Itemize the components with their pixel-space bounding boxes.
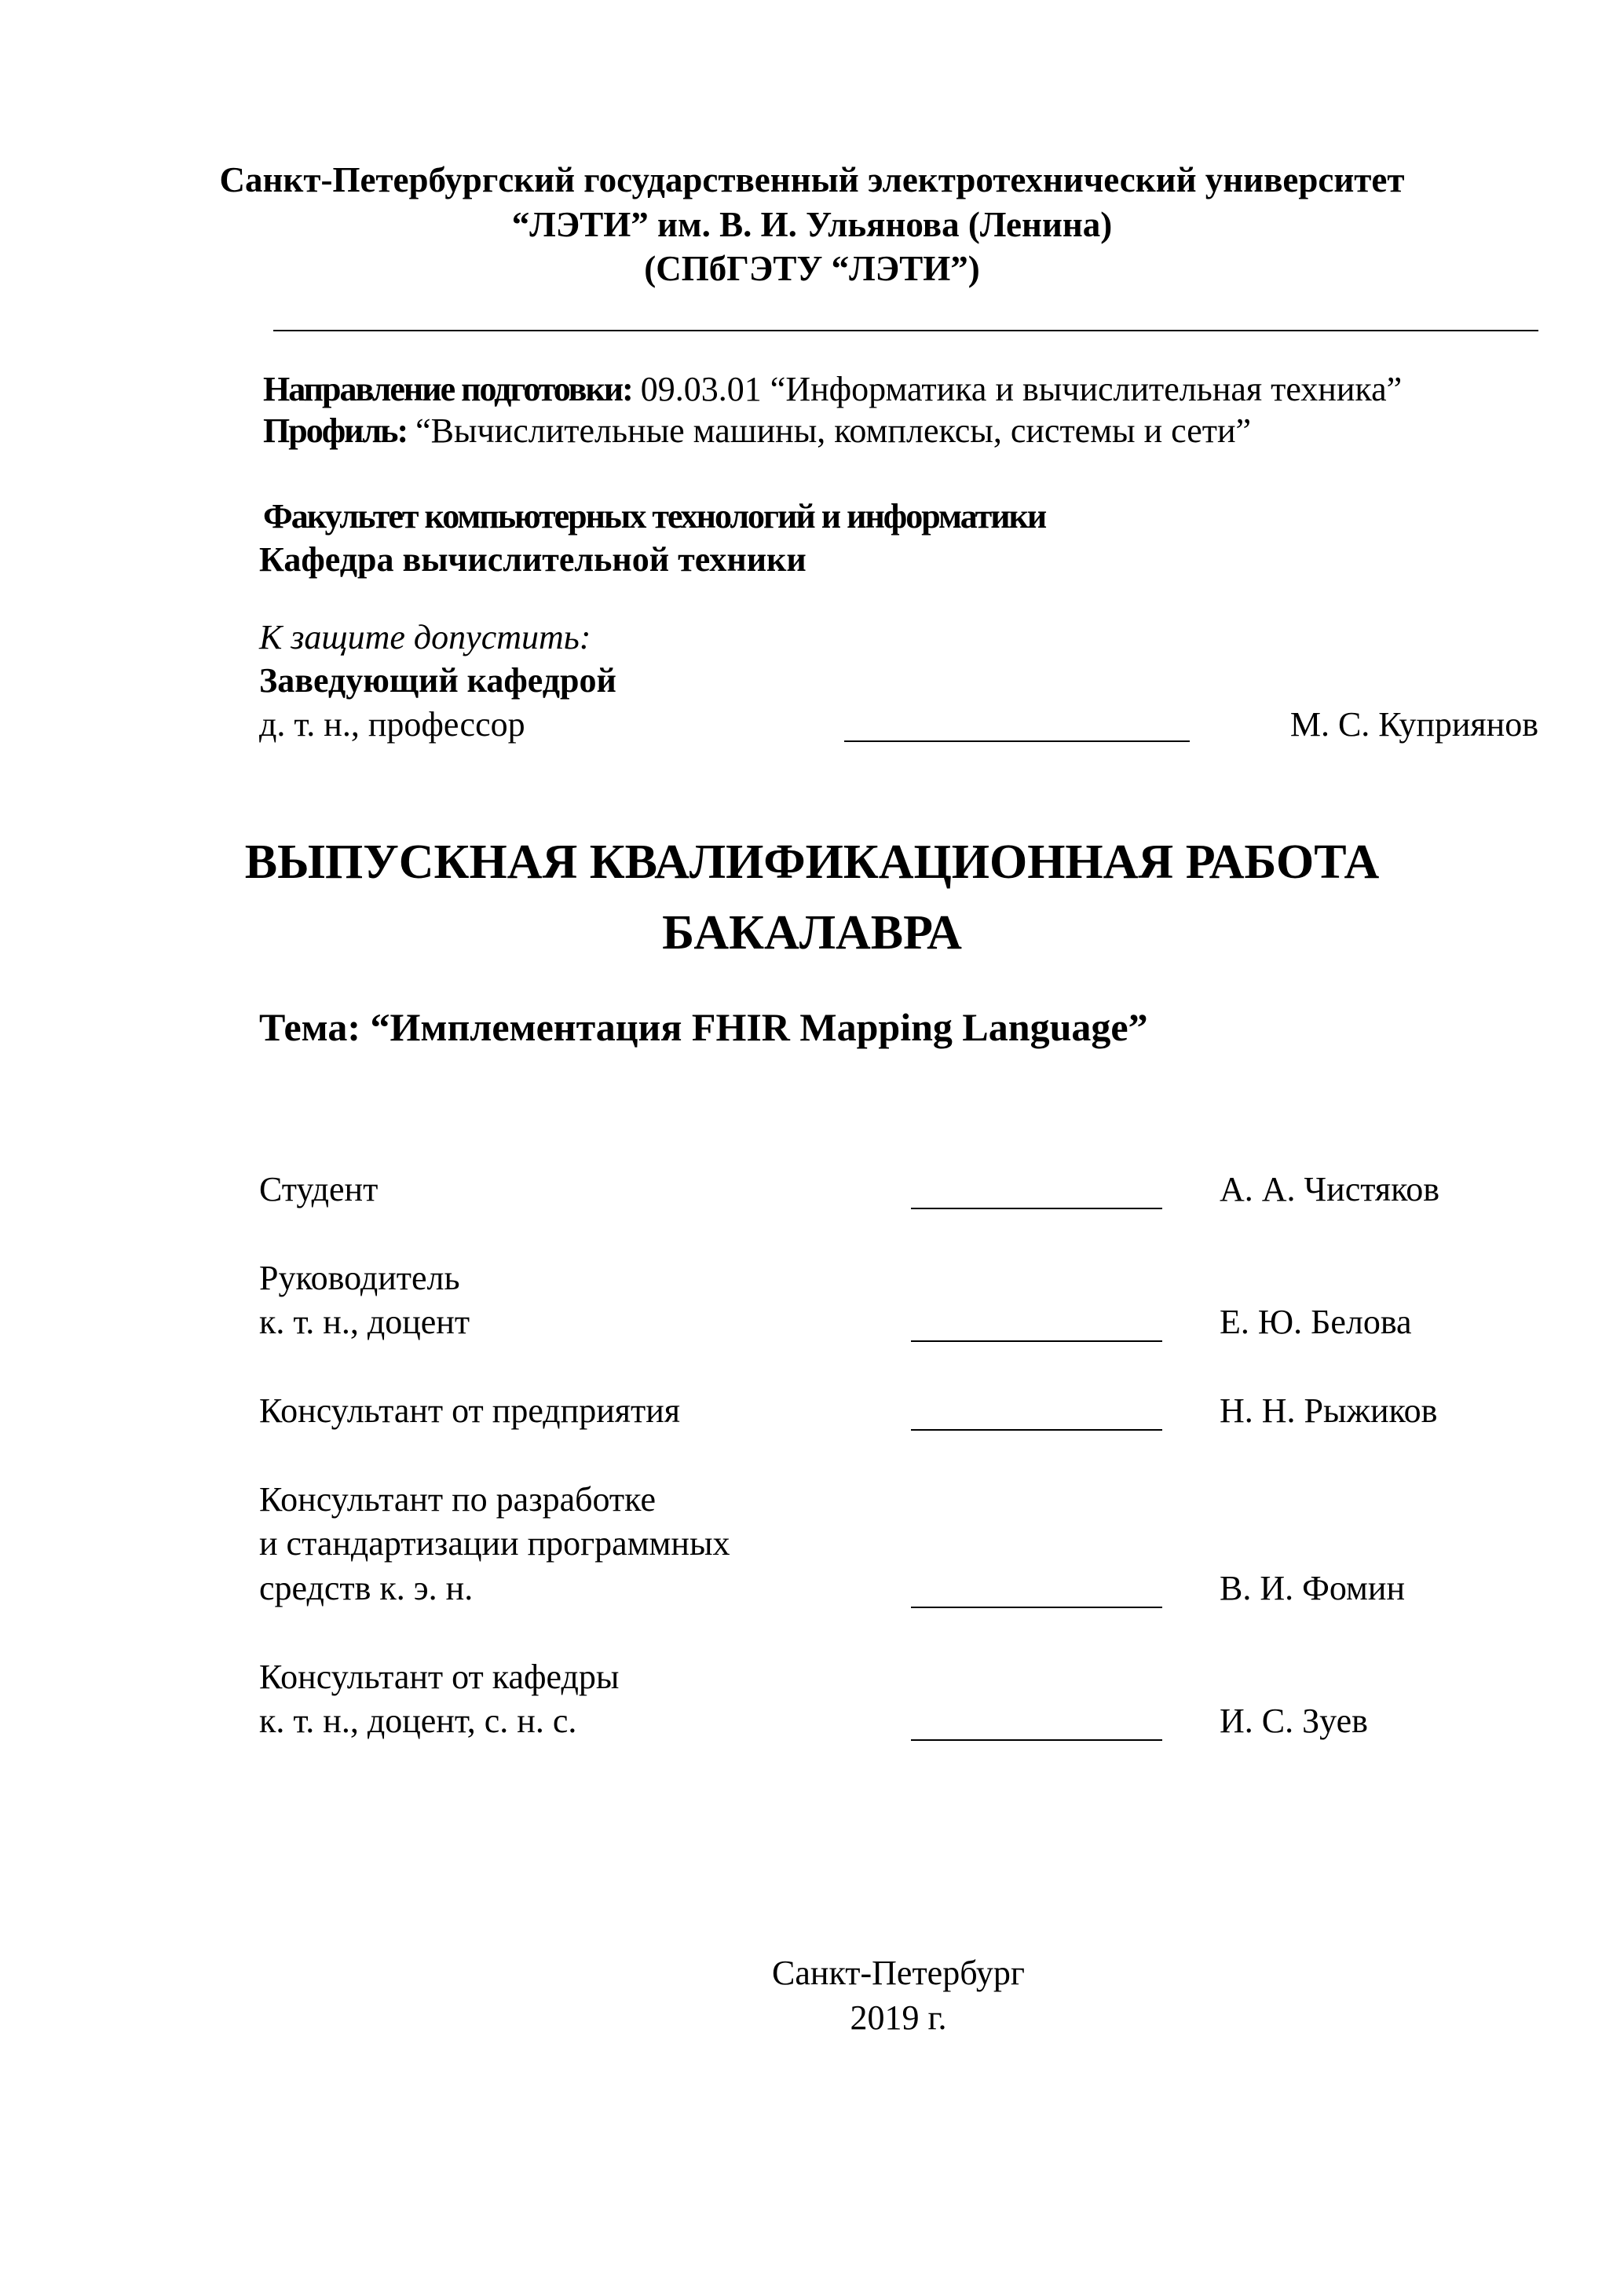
approval-admit: К защите допустить:: [259, 618, 591, 656]
header-divider: [273, 330, 1538, 331]
signature-line: [911, 1607, 1162, 1608]
work-title-line2: БАКАЛАВРА: [662, 906, 962, 960]
footer-city: Санкт-Петербург: [772, 1954, 1025, 1992]
university-abbreviation: (СПбГЭТУ “ЛЭТИ”): [644, 249, 980, 288]
department: Кафедра вычислительной техники: [259, 540, 807, 579]
signatory-name: Е. Ю. Белова: [1220, 1303, 1412, 1341]
approval-degree: д. т. н., профессор: [259, 705, 525, 744]
signature-line: [911, 1739, 1162, 1741]
signatory-degree: средств к. э. н.: [259, 1569, 474, 1607]
signature-line: [911, 1340, 1162, 1342]
signatory-role: Консультант от кафедры: [259, 1658, 620, 1696]
university-name: Санкт-Петербургский государственный электротехнический университет: [219, 160, 1405, 199]
profile-label: Профиль:: [263, 411, 408, 450]
footer-year: 2019 г.: [850, 1998, 947, 2037]
direction-line: [263, 367, 1402, 411]
faculty: Факультет компьютерных технологий и информатики: [263, 497, 1046, 536]
signatory-name: В. И. Фомин: [1220, 1569, 1405, 1607]
signatory-role: Студент: [259, 1170, 379, 1208]
approval-role: Заведующий кафедрой: [259, 661, 616, 700]
signatory-role: Консультант от предприятия: [259, 1391, 681, 1430]
approval-name: М. С. Куприянов: [1289, 705, 1538, 744]
approval-signature-line: [844, 740, 1190, 742]
signatory-name: А. А. Чистяков: [1220, 1170, 1440, 1208]
profile-line: [263, 409, 1251, 453]
university-short-name: “ЛЭТИ” им. В. И. Ульянова (Ленина): [511, 205, 1113, 244]
profile-value: “Вычислительные машины, комплексы, системы и сети”: [407, 411, 1252, 450]
work-title-line1: ВЫПУСКНАЯ КВАЛИФИКАЦИОННАЯ РАБОТА: [244, 835, 1380, 889]
signature-line: [911, 1208, 1162, 1209]
signatory-role: Руководитель: [259, 1259, 460, 1297]
direction-label: Направление подготовки:: [263, 370, 632, 408]
signature-line: [911, 1429, 1162, 1431]
signatory-name: Н. Н. Рыжиков: [1220, 1391, 1438, 1430]
signatory-degree: к. т. н., доцент, с. н. с.: [259, 1702, 577, 1740]
signatory-role: Консультант по разработке: [259, 1480, 656, 1519]
direction-value: 09.03.01 “Информатика и вычислительная техника”: [631, 370, 1403, 408]
work-theme: Тема: “Имплементация FHIR Mapping Language”: [259, 1005, 1148, 1049]
signatory-role-cont: и стандартизации программных: [259, 1524, 730, 1563]
signatory-name: И. С. Зуев: [1220, 1702, 1368, 1740]
signatory-degree: к. т. н., доцент: [259, 1303, 470, 1341]
